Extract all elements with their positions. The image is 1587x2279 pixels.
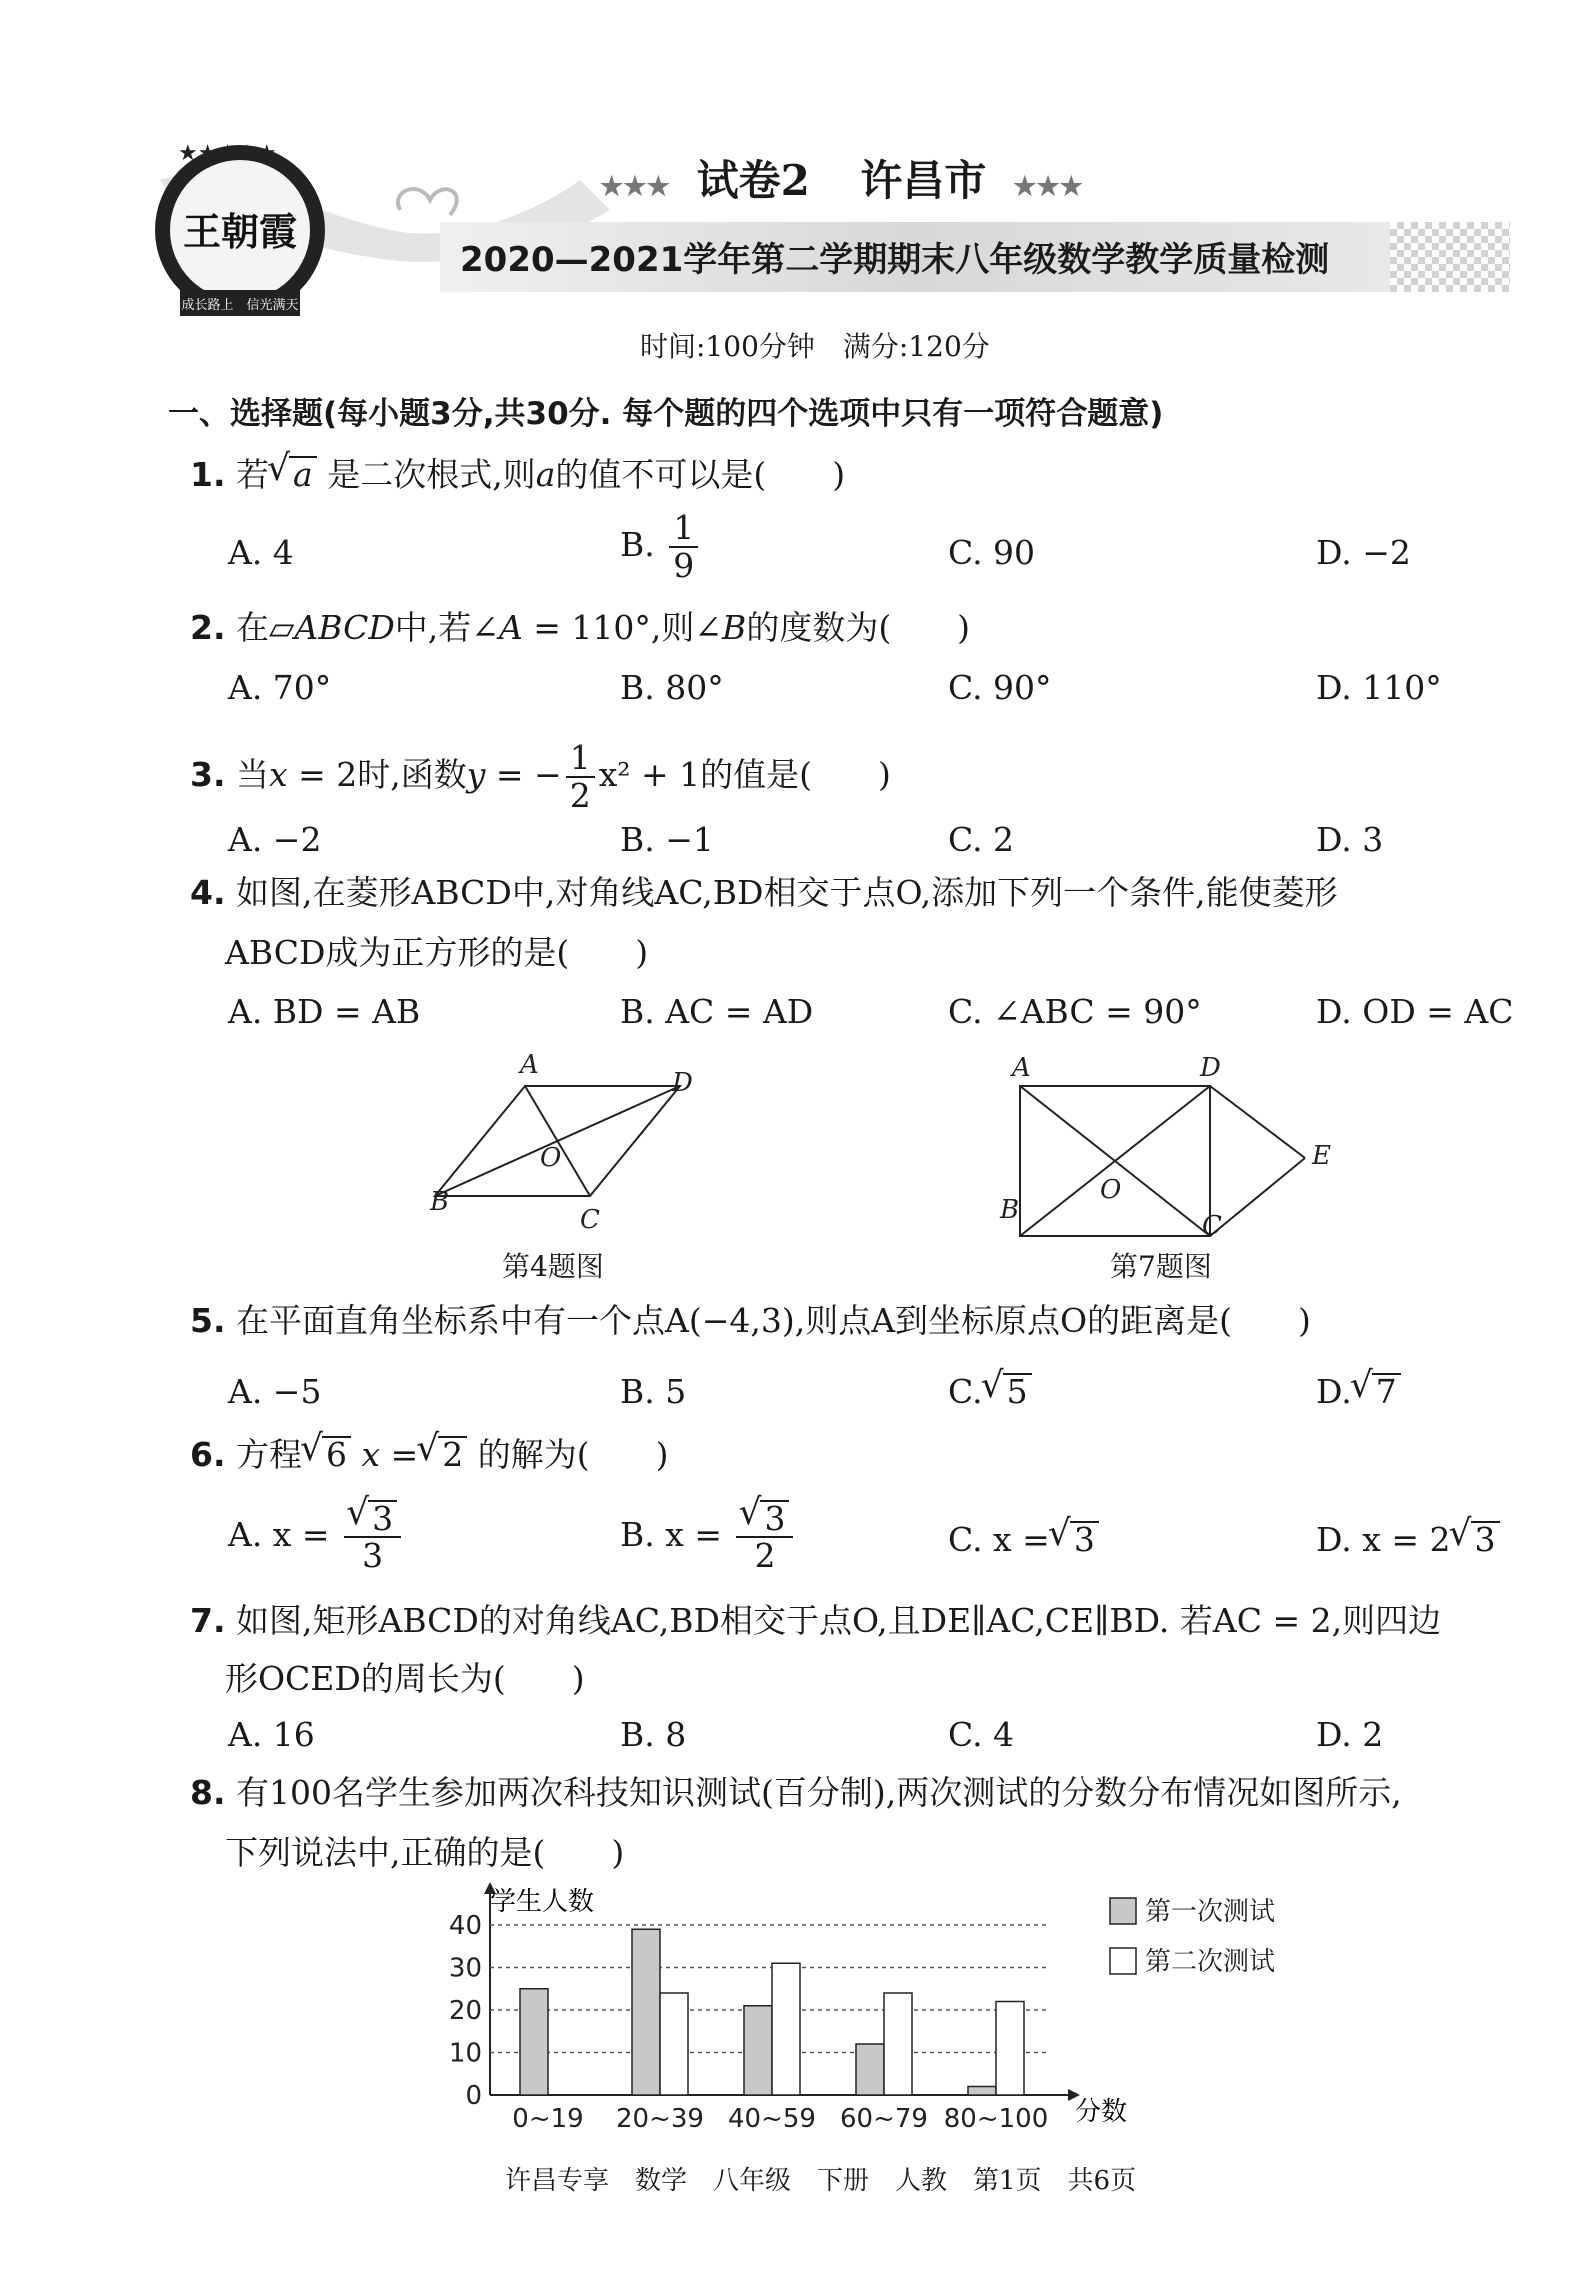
chart-x-tick-label: 20~39	[616, 2104, 704, 2134]
fig7-label-b: B	[1000, 1195, 1020, 1225]
q2-eq: = 110°,则∠	[522, 608, 723, 647]
q3-option-b: B. −1	[620, 820, 714, 859]
q1-text-c: 的值不可以是( )	[555, 455, 846, 494]
chart-y-tick-label: 0	[465, 2081, 482, 2111]
question-1	[190, 452, 845, 498]
q2-abcd: ABCD	[294, 608, 395, 647]
q6-option-d-label: D. x = 2	[1316, 1520, 1451, 1559]
q3-fraction	[566, 740, 595, 814]
q6-option-b-num	[736, 1500, 793, 1538]
q6-option-c	[948, 1520, 1099, 1559]
q1-frac-num: 1	[669, 510, 698, 548]
q2-angle-b: B	[722, 608, 747, 647]
q5-text: 在平面直角坐标系中有一个点A(−4,3),则点A到坐标原点O的距离是( )	[236, 1301, 1311, 1340]
q1-option-c: C. 90	[948, 533, 1036, 572]
chart-legend-swatch	[1110, 1898, 1136, 1924]
question-4	[190, 870, 1338, 916]
fig4-label-a: A	[520, 1050, 539, 1080]
q5-number: 5.	[190, 1301, 226, 1340]
question-5	[190, 1298, 1311, 1344]
fig7-label-e: E	[1312, 1141, 1331, 1171]
q4-option-a: A. BD = AB	[228, 992, 421, 1031]
q3-text4: x² + 1的值是( )	[598, 755, 891, 794]
figure-4-rhombus	[410, 1048, 730, 1248]
q1-option-b	[620, 510, 702, 584]
q7-option-d: D. 2	[1316, 1715, 1384, 1754]
q2-text3: 的度数为( )	[746, 608, 971, 647]
q1-option-b-label: B.	[620, 525, 655, 564]
svg-text:成长路上 信光满天: 成长路上 信光满天	[181, 298, 299, 313]
exam-label: 试卷2	[696, 156, 810, 205]
q3-text1: 当	[236, 755, 269, 794]
q3-option-d: D. 3	[1316, 820, 1384, 859]
q3-y: y	[466, 755, 486, 794]
q1-var: a	[535, 455, 556, 494]
q6-option-a-num	[344, 1500, 401, 1538]
q4-option-d: D. OD = AC	[1316, 992, 1514, 1031]
q4-number: 4.	[190, 873, 226, 912]
q6-option-d	[1316, 1520, 1500, 1559]
q7-number: 7.	[190, 1601, 226, 1640]
chart-bar-series1	[520, 1989, 548, 2095]
fig4-label-d: D	[672, 1068, 693, 1098]
chart-y-tick-label: 30	[448, 1953, 482, 1984]
q5-option-c-root: √ 5	[1003, 1373, 1032, 1409]
q6-option-b-root: √ 3	[760, 1500, 789, 1536]
q3-option-c: C. 2	[948, 820, 1015, 859]
question-6	[190, 1432, 669, 1478]
q6-text3: 的解为( )	[477, 1435, 669, 1474]
figure-4-caption: 第4题图	[502, 1250, 604, 1283]
q5-option-d-label: D.	[1316, 1372, 1352, 1411]
fig4-label-b: B	[430, 1187, 450, 1217]
question-2	[190, 605, 970, 651]
q1-text-a: 若	[236, 455, 269, 494]
q4-line1: 如图,在菱形ABCD中,对角线AC,BD相交于点O,添加下列一个条件,能使菱形	[236, 873, 1338, 912]
time-info: 时间:100分钟 满分:120分	[640, 330, 990, 363]
q5-option-d	[1316, 1372, 1401, 1411]
q2-number: 2.	[190, 608, 226, 647]
q2-text2: 中,若∠	[394, 608, 499, 647]
fig4-label-c: C	[580, 1205, 600, 1235]
fig7-label-d: D	[1200, 1053, 1221, 1083]
q3-frac-num: 1	[566, 740, 595, 778]
q3-number: 3.	[190, 755, 226, 794]
chart-bar-series1	[856, 2044, 884, 2095]
q3-option-a: A. −2	[228, 820, 322, 859]
question-3	[190, 740, 891, 814]
q6-text2: x =	[361, 1435, 419, 1474]
chart-bar-series1	[968, 2087, 996, 2096]
q1-frac-den: 9	[673, 546, 695, 585]
q5-option-c	[948, 1372, 1032, 1411]
question-7-line2: 形OCED的周长为( )	[225, 1659, 585, 1698]
section-heading: 一、选择题(每小题3分,共30分. 每个题的四个选项中只有一项符合题意)	[168, 396, 1164, 432]
chart-x-tick-label: 60~79	[840, 2104, 928, 2134]
q3-text3: = −	[485, 755, 562, 794]
q4-option-c: C. ∠ABC = 90°	[948, 992, 1202, 1031]
q3-x: x	[269, 755, 288, 794]
q7-option-c: C. 4	[948, 1715, 1015, 1754]
q6-option-d-root: √ 3	[1471, 1521, 1500, 1557]
fig7-label-c: C	[1202, 1211, 1222, 1241]
q6-option-c-label: C. x =	[948, 1520, 1050, 1559]
q6-number: 6.	[190, 1435, 226, 1474]
fig4-label-o: O	[540, 1143, 562, 1173]
q4-option-b: B. AC = AD	[620, 992, 814, 1031]
chart-legend-swatch	[1110, 1948, 1136, 1974]
q6-option-c-root: √ 3	[1070, 1521, 1099, 1557]
q6-root1: √ 6	[322, 1436, 351, 1472]
fig7-label-o: O	[1100, 1175, 1122, 1205]
stars-left: ★★★	[600, 172, 670, 202]
question-4-line2: ABCD成为正方形的是( )	[225, 933, 649, 972]
score-distribution-chart	[430, 1880, 1276, 2140]
fig7-label-a: A	[1012, 1053, 1031, 1083]
q6-option-b-den: 2	[754, 1536, 776, 1575]
q1-sqrt: √ a	[289, 456, 317, 492]
chart-y-tick-label: 20	[448, 1996, 482, 2026]
chart-x-tick-label: 0~19	[512, 2104, 584, 2134]
question-7	[190, 1598, 1441, 1644]
q2-option-d: D. 110°	[1316, 668, 1442, 707]
chart-y-tick-label: 40	[448, 1911, 482, 1941]
chart-bar-series2	[996, 2002, 1024, 2096]
q2-option-b: B. 80°	[620, 668, 724, 707]
chart-legend-label: 第一次测试	[1145, 1897, 1276, 1927]
q6-option-a-frac	[344, 1500, 401, 1574]
q8-number: 8.	[190, 1773, 226, 1812]
q2-option-a: A. 70°	[228, 668, 332, 707]
q8-line1: 有100名学生参加两次科技知识测试(百分制),两次测试的分数分布情况如图所示,	[236, 1773, 1402, 1812]
exam-title-row	[600, 148, 1083, 208]
chart-x-axis-label: 分数	[1075, 2097, 1128, 2127]
chart-x-tick-label: 40~59	[728, 2104, 816, 2134]
question-8	[190, 1770, 1402, 1816]
checker-decoration	[1390, 222, 1510, 292]
q3-text2: = 2时,函数	[287, 755, 467, 794]
page-footer: 许昌专享 数学 八年级 下册 人教 第1页 共6页	[505, 2166, 1137, 2196]
figure-7-caption: 第7题图	[1110, 1250, 1212, 1283]
q6-option-b	[620, 1500, 797, 1574]
q1-option-a: A. 4	[228, 533, 294, 572]
q5-option-b: B. 5	[620, 1372, 687, 1411]
chart-bar-series2	[772, 1963, 800, 2095]
q6-option-a-label: A. x =	[228, 1515, 330, 1554]
q5-option-a: A. −5	[228, 1372, 322, 1411]
q6-option-a-den: 3	[362, 1536, 384, 1575]
city-name: 许昌市	[860, 156, 987, 205]
q7-option-a: A. 16	[228, 1715, 315, 1754]
chart-bar-series1	[632, 1929, 660, 2095]
q2-option-c: C. 90°	[948, 668, 1052, 707]
figure-7-rectangle	[990, 1048, 1350, 1248]
q7-option-b: B. 8	[620, 1715, 687, 1754]
q3-frac-den: 2	[569, 776, 591, 815]
q1-text-b: 是二次根式,则	[327, 455, 536, 494]
q2-text1: 在	[236, 608, 269, 647]
chart-bar-series2	[660, 1993, 688, 2095]
q1-option-d: D. −2	[1316, 533, 1411, 572]
q6-text1: 方程	[236, 1435, 302, 1474]
svg-text:★★★★★: ★★★★★	[178, 141, 277, 166]
q1-fraction	[669, 510, 698, 584]
svg-text:王朝霞: 王朝霞	[182, 209, 298, 254]
chart-x-tick-label: 80~100	[943, 2104, 1049, 2134]
chart-bar-series1	[744, 2006, 772, 2095]
chart-y-axis-label: 学生人数	[490, 1887, 595, 1917]
chart-y-tick-label: 10	[448, 2038, 482, 2069]
q6-option-a	[228, 1500, 405, 1574]
q2-angle-a: A	[498, 608, 523, 647]
q5-option-c-label: C.	[948, 1372, 983, 1411]
q6-option-a-root: √ 3	[368, 1500, 397, 1536]
question-8-line2: 下列说法中,正确的是( )	[225, 1833, 625, 1872]
q7-line1: 如图,矩形ABCD的对角线AC,BD相交于点O,且DE∥AC,CE∥BD. 若AC = 2,则四边	[236, 1601, 1442, 1640]
q6-option-b-frac	[736, 1500, 793, 1574]
q5-option-d-root: √ 7	[1372, 1373, 1401, 1409]
stars-right: ★★★	[1013, 172, 1083, 202]
chart-bar-series2	[884, 1993, 912, 2095]
q1-number: 1.	[190, 455, 226, 494]
q6-option-b-label: B. x =	[620, 1515, 722, 1554]
q6-root2: √ 2	[438, 1436, 467, 1472]
exam-subtitle: 2020—2021学年第二学期期末八年级数学教学质量检测	[460, 240, 1330, 280]
q2-parallelogram: ▱	[269, 608, 295, 647]
chart-legend-label: 第二次测试	[1145, 1947, 1276, 1977]
